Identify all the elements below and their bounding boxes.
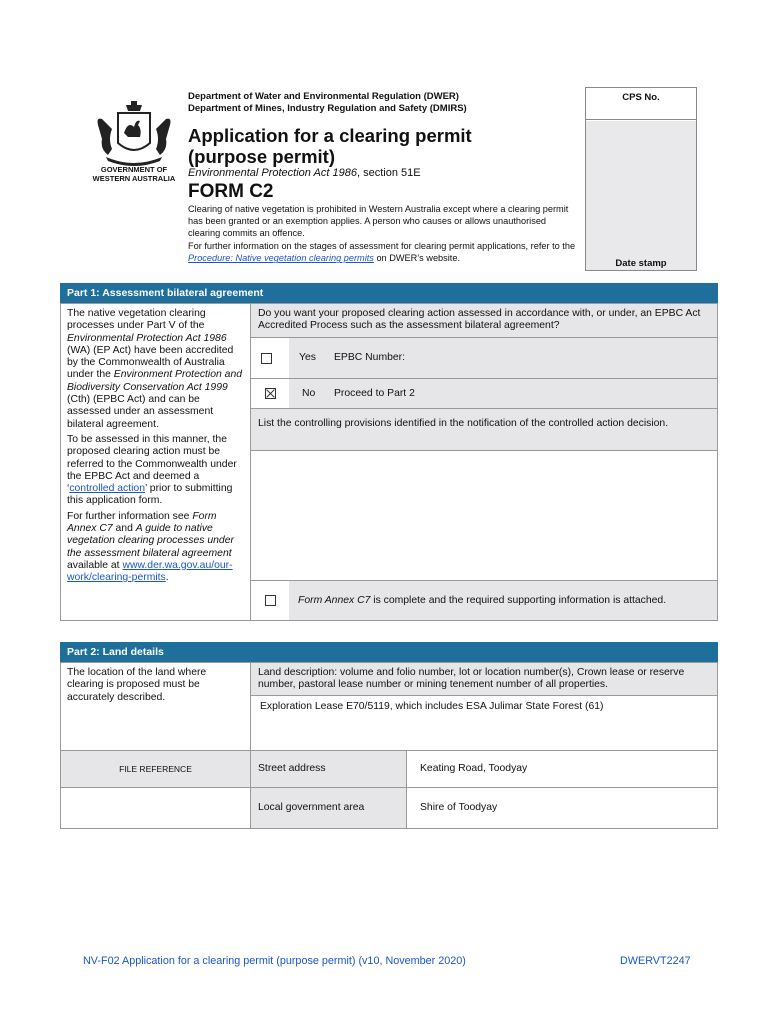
p1c5: available at xyxy=(67,559,123,571)
act-section: , section 51E xyxy=(356,167,421,179)
controlling-provisions-prompt: List the controlling provisions identified in the notification of the controlled action decision. xyxy=(250,408,718,451)
yes-label: Yes xyxy=(299,352,316,363)
part2-info-cell: The location of the land where clearing is proposed must be accurately described. xyxy=(60,662,251,751)
dept-dwer: Department of Water and Environmental Regulation (DWER) xyxy=(188,91,459,102)
government-label xyxy=(84,165,184,183)
intro-text xyxy=(188,204,578,267)
date-stamp-label: Date stamp xyxy=(615,258,667,269)
epbc-question: Do you want your proposed clearing action assessed in accordance with, or under, an EPBC Act Accredited Process such as the assessment bilateral agreement? xyxy=(250,303,718,338)
no-checkbox[interactable] xyxy=(265,388,276,399)
epbc-number-label: EPBC Number: xyxy=(334,352,406,363)
p1a1: The native vegetation clearing processes under Part V of the xyxy=(67,308,206,332)
no-option-row xyxy=(250,378,718,409)
intro-paragraph-2 xyxy=(188,241,578,265)
form-title: Application for a clearing permit (purpose permit) xyxy=(188,125,472,167)
intro-paragraph-1: Clearing of native vegetation is prohibited in Western Australia except where a clearing permit has been granted or an exemption applies. A person who causes or allows unauthorised clearing commits an offence. xyxy=(188,204,569,238)
land-description-prompt: Land description: volume and folio number, lot or location number(s), Crown lease or reserve number, pastoral lease number or mining tenement number of all properties. xyxy=(250,662,718,696)
p1b1: To be assessed in this manner, the proposed clearing action must be referred to the Commonwealth under the EPBC Act and deemed a ‘ xyxy=(67,433,237,495)
footer-form-reference: NV-F02 Application for a clearing permit (purpose permit) (v10, November 2020) xyxy=(83,955,466,967)
controlling-provisions-field[interactable] xyxy=(250,450,718,581)
lga-field[interactable]: Shire of Toodyay xyxy=(406,787,718,829)
date-stamp-area xyxy=(586,121,696,270)
cps-stamp-box xyxy=(585,87,697,271)
p1c4: A guide to native vegetation clearing processes under the assessment bilateral agreement xyxy=(67,523,234,559)
clearing-permits-link[interactable]: www.der.wa.gov.au/our-work/clearing-permits xyxy=(67,559,233,584)
part1-info-cell xyxy=(60,303,251,621)
part1-info-para-1 xyxy=(67,308,244,431)
p1a5: (Cth) (EPBC Act) and can be assessed under an assessment bilateral agreement. xyxy=(67,394,214,430)
street-address-field[interactable]: Keating Road, Toodyay xyxy=(406,750,718,788)
p1c2: Form Annex C7 xyxy=(67,510,217,535)
form-number: FORM C2 xyxy=(188,181,274,202)
annex-checkbox[interactable] xyxy=(265,595,276,606)
no-checkbox-cell xyxy=(251,379,289,408)
land-description-field[interactable]: Exploration Lease E70/5119, which includes ESA Julimar State Forest (61) xyxy=(250,695,718,751)
street-address-label: Street address xyxy=(250,750,407,788)
yes-checkbox[interactable] xyxy=(261,353,272,364)
annex-confirmation-row xyxy=(250,580,718,621)
part1-info-para-2 xyxy=(67,434,244,508)
annex-rest: is complete and the required supporting information is attached. xyxy=(370,595,667,606)
part1-info-para-3 xyxy=(67,511,244,585)
p1c1: For further information see xyxy=(67,510,193,522)
proceed-label: Proceed to Part 2 xyxy=(334,388,415,399)
cps-number-label: CPS No. xyxy=(586,88,696,120)
gov-line-2: WESTERN AUSTRALIA xyxy=(92,174,176,183)
p1b2: ’ prior to submitting this application form. xyxy=(67,483,233,507)
act-reference xyxy=(188,167,421,179)
p1a3: (WA) (EP Act) have been accredited by the Commonwealth of Australia under the xyxy=(67,344,234,381)
p1a4: Environment Protection and Biodiversity Conservation Act 1999 xyxy=(67,369,243,393)
footer-code: DWERVT2247 xyxy=(620,955,691,967)
controlled-action-link[interactable]: controlled action xyxy=(69,483,145,495)
p1a2: Environmental Protection Act 1986 xyxy=(67,332,227,344)
act-name: Environmental Protection Act 1986 xyxy=(188,167,357,179)
intro-2-after: on DWER’s website. xyxy=(373,253,461,264)
annex-form-name: Form Annex C7 xyxy=(298,595,371,606)
yes-checkbox-cell xyxy=(251,338,281,378)
p1c3: and xyxy=(112,523,136,535)
file-reference-field[interactable] xyxy=(60,787,251,829)
gov-line-1: GOVERNMENT OF xyxy=(100,165,168,174)
annex-checkbox-cell xyxy=(251,581,289,620)
department-names xyxy=(188,91,467,115)
p1c6: . xyxy=(165,572,169,584)
dept-dmirs: Department of Mines, Industry Regulation and Safety (DMIRS) xyxy=(188,103,467,114)
procedure-link[interactable]: Procedure: Native vegetation clearing permits xyxy=(188,253,374,264)
part1-heading: Part 1: Assessment bilateral agreement xyxy=(60,283,718,303)
annex-confirmation-text xyxy=(289,581,717,620)
no-label: No xyxy=(302,388,316,399)
part2-heading: Part 2: Land details xyxy=(60,642,718,662)
intro-2-before: For further information on the stages of assessment for clearing permit applications, refer to the xyxy=(188,241,576,252)
yes-option-row xyxy=(250,337,718,379)
file-reference-label: FILE REFERENCE xyxy=(60,750,251,788)
lga-label: Local government area xyxy=(250,787,407,829)
